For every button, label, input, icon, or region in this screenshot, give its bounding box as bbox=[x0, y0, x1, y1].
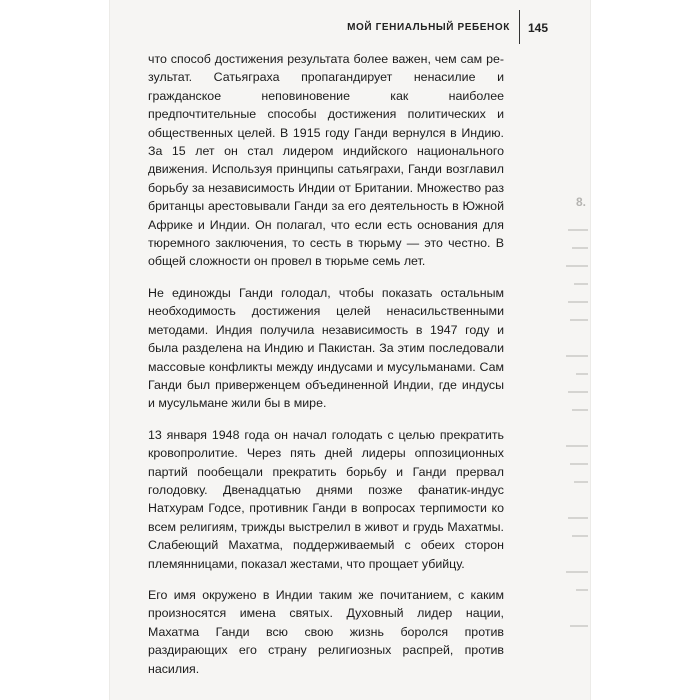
page-number: 145 bbox=[527, 21, 548, 35]
bleed-through-number: 8. bbox=[575, 195, 586, 209]
bleed-line bbox=[568, 517, 588, 519]
bleed-line bbox=[570, 463, 588, 465]
body-text bbox=[148, 50, 504, 691]
bleed-line bbox=[572, 247, 588, 249]
bleed-line bbox=[572, 409, 588, 411]
bleed-line bbox=[568, 229, 588, 231]
bleed-line bbox=[570, 625, 588, 627]
bleed-line bbox=[568, 391, 588, 393]
paragraph-1: что способ достижения результата более важен, чем сам результат. Сатьяграха пропагандирует ненасилие и гражданское неповиновение как наиболее предпочтительные способы достижения политических и общественных целей. В 1915 году Ганди вернулся в Индию. За 15 лет он стал лидером индийского национального движения. Используя принципы сатьяграхи, Ганди возглавил борьбу за независимость Индии от Британии. Множество раз британцы арестовывали Ганди за его деятельность в Южной Африке и Индии. Он полагал, что если есть основания для тюремного заключения, то сесть в тюрьму — это честно. В общей сложности он провел в тюрьме семь лет. bbox=[148, 52, 504, 269]
bleed-line bbox=[568, 301, 588, 303]
bleed-line bbox=[576, 373, 588, 375]
bleed-through-text bbox=[566, 185, 590, 685]
running-head: МОЙ ГЕНИАЛЬНЫЙ РЕБЕНОК bbox=[347, 22, 510, 33]
bleed-line bbox=[566, 265, 588, 267]
bleed-line bbox=[572, 535, 588, 537]
paragraph-3: 13 января 1948 года он начал голодать с целью прекратить кровопролитие. Через пять дней лидеры оппозиционных партий пообещали прекратить борьбу и Ганди прервал голодовку. Двенадцатью днями позже фанатик-индус Натхурам Годсе, противник Ганди в вопросах терпимости ко всем религиям, трижды выстрелил в живот и грудь Махатмы. Слабеющий Махатма, поддерживаемый с обеих сторон племянницами, показал жестами, что прощает убийцу. bbox=[148, 427, 504, 571]
book-page bbox=[110, 0, 590, 700]
bleed-line bbox=[566, 445, 588, 447]
bleed-line bbox=[574, 283, 588, 285]
bleed-line bbox=[566, 571, 588, 573]
bleed-line bbox=[574, 481, 588, 483]
page-header bbox=[347, 12, 548, 44]
bleed-line bbox=[566, 355, 588, 357]
bleed-line bbox=[570, 319, 588, 321]
bleed-line bbox=[576, 589, 588, 591]
paragraph-2: Не единожды Ганди голодал, чтобы показать остальным необходимость достижения целей ненасильственными методами. Индия получила независимость в 1947 году и была разделена на Индию и Пакистан. За этим последовали массовые конфликты между индусами и мусульманами. Сам Ганди был приверженцем объединенной Индии, где индусы и мусульмане жили бы в мире. bbox=[148, 285, 504, 411]
paragraph-4: Его имя окружено в Индии таким же почитанием, с каким произносятся имена святых. Духовный лидер нации, Махатма Ганди всю свою жизнь боролся против раздирающих его страну религиозных распрей, против насилия. bbox=[148, 587, 504, 676]
